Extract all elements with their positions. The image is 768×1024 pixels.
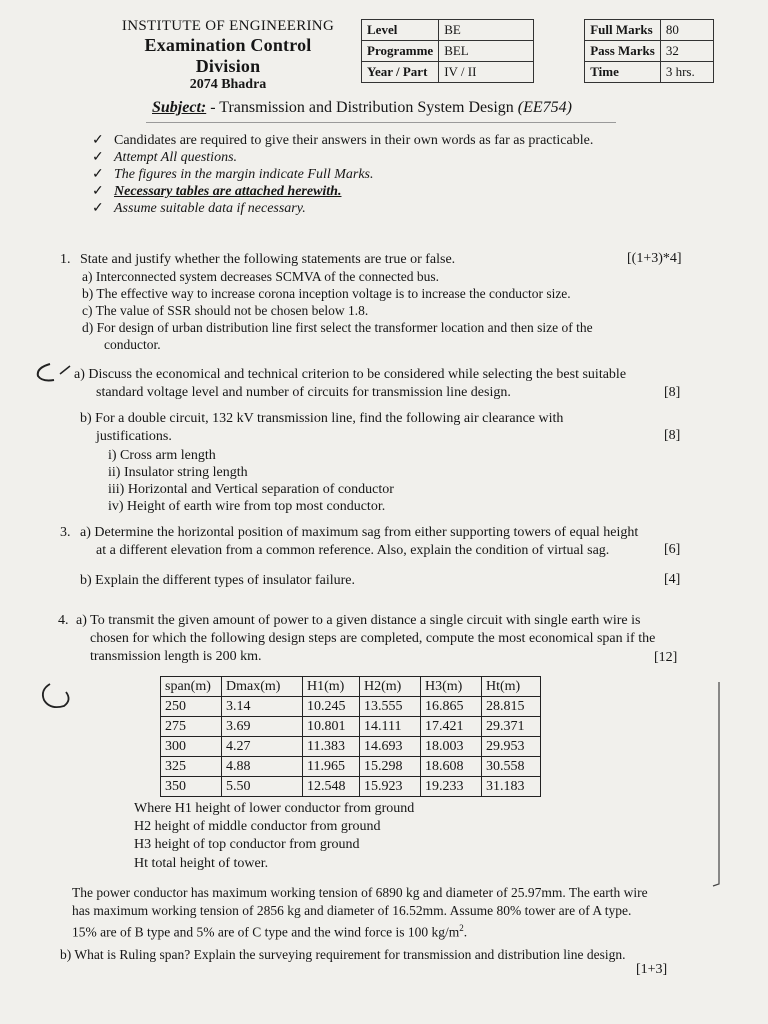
- column-header: H2(m): [360, 677, 421, 697]
- table-cell: 4.27: [222, 737, 303, 757]
- meta-key: Programme: [362, 41, 439, 62]
- paragraph-line: has maximum working tension of 2856 kg and diameter of 16.52mm. Assume 80% tower are of A type.: [72, 903, 632, 918]
- question-stem: State and justify whether the following statements are true or false.: [80, 252, 456, 267]
- meta-value: 3 hrs.: [660, 62, 713, 83]
- question-4a-cont: chosen for which the following design steps are completed, compute the most economical span if the: [90, 631, 656, 646]
- table-row: [161, 757, 541, 777]
- checkmark-icon: ✓: [92, 150, 104, 165]
- statement-c: c) The value of SSR should not be chosen below 1.8.: [82, 303, 369, 318]
- table-cell: 13.555: [360, 697, 421, 717]
- table-cell: 3.14: [222, 697, 303, 717]
- question-3b: b) Explain the different types of insulator failure.: [80, 573, 355, 588]
- instruction-item: ✓ Assume suitable data if necessary.: [92, 201, 306, 216]
- question-marks: [6]: [664, 542, 681, 557]
- table-cell: 29.371: [482, 717, 541, 737]
- table-cell: 12.548: [303, 777, 360, 797]
- meta-value: IV / II: [439, 62, 534, 83]
- meta-row: [362, 62, 714, 83]
- column-header: H1(m): [303, 677, 360, 697]
- institute-name: INSTITUTE OF ENGINEERING: [121, 18, 335, 34]
- table-row: [161, 777, 541, 797]
- table-cell: 19.233: [421, 777, 482, 797]
- table-cell: 11.383: [303, 737, 360, 757]
- table-cell: 17.421: [421, 717, 482, 737]
- question-marks: [8]: [664, 428, 681, 443]
- checkmark-icon: ✓: [92, 133, 104, 148]
- instruction-item: ✓ The figures in the margin indicate Full Marks.: [92, 167, 374, 182]
- question-3a-cont: at a different elevation from a common reference. Also, explain the condition of virtual sag.: [96, 543, 610, 558]
- table-cell: 4.88: [222, 757, 303, 777]
- paragraph-line: 15% are of B type and 5% are of C type and the wind force is 100 $kg/m^2$.: [72, 923, 468, 940]
- question-2b: b) For a double circuit, 132 kV transmission line, find the following air clearance with: [80, 411, 564, 426]
- question-4b: b) What is Ruling span? Explain the surveying requirement for transmission and distribution line design.: [60, 947, 626, 962]
- meta-value: BEL: [439, 41, 534, 62]
- table-row: [161, 737, 541, 757]
- instruction-item: ✓ Candidates are required to give their answers in their own words as far as practicable.: [92, 133, 594, 148]
- question-number: 4.: [58, 613, 69, 628]
- subject-title: - Transmission and Distribution System Design: [206, 99, 518, 116]
- instructions-list: [92, 132, 593, 217]
- meta-value: BE: [439, 20, 534, 41]
- question-marks: [4]: [664, 572, 681, 587]
- paragraph-line: The power conductor has maximum working tension of 6890 kg and diameter of 25.97mm. The earth wire: [72, 885, 648, 900]
- table-cell: 10.245: [303, 697, 360, 717]
- question-4a: a) To transmit the given amount of power to a given distance a single circuit with single earth wire is: [76, 613, 641, 628]
- legend-line: Where H1 height of lower conductor from ground: [134, 801, 415, 816]
- meta-key: Full Marks: [585, 20, 661, 41]
- column-header: Ht(m): [482, 677, 541, 697]
- question-2a: a) Discuss the economical and technical criterion to be considered while selecting the best suitable: [74, 367, 627, 382]
- table-cell: 10.801: [303, 717, 360, 737]
- list-item: i) Cross arm length: [108, 448, 216, 463]
- exam-session: 2074 Bhadra: [189, 76, 267, 92]
- list-item: iii) Horizontal and Vertical separation of conductor: [108, 482, 394, 497]
- table-cell: 31.183: [482, 777, 541, 797]
- division-name: Examination Control Division: [144, 35, 312, 76]
- legend-line: H2 height of middle conductor from ground: [134, 819, 381, 834]
- subject-label: Subject:: [152, 99, 207, 116]
- question-marks: [1+3]: [636, 962, 668, 977]
- table-cell: 325: [161, 757, 222, 777]
- table-cell: 18.003: [421, 737, 482, 757]
- table-cell: 5.50: [222, 777, 303, 797]
- question-number: 3.: [60, 525, 71, 540]
- table-cell: 30.558: [482, 757, 541, 777]
- meta-value: 32: [660, 41, 713, 62]
- table-cell: 275: [161, 717, 222, 737]
- meta-row: [362, 41, 714, 62]
- list-item: iv) Height of earth wire from top most conductor.: [108, 499, 386, 514]
- statement-a: a) Interconnected system decreases SCMVA of the connected bus.: [82, 269, 440, 284]
- legend-line: Ht total height of tower.: [134, 856, 269, 871]
- table-cell: 250: [161, 697, 222, 717]
- checkmark-icon: ✓: [92, 167, 104, 182]
- meta-row: [362, 20, 714, 41]
- question-4a-cont: transmission length is 200 km.: [90, 649, 262, 664]
- meta-key: Level: [362, 20, 439, 41]
- subject-code: (EE754): [517, 99, 572, 116]
- table-cell: 14.111: [360, 717, 421, 737]
- question-2a-cont: standard voltage level and number of circuits for transmission line design.: [96, 385, 511, 400]
- institute-header: [112, 18, 344, 93]
- question-3a: a) Determine the horizontal position of maximum sag from either supporting towers of equal height: [80, 525, 639, 540]
- column-header: span(m): [161, 677, 222, 697]
- statement-d: d) For design of urban distribution line first select the transformer location and then size of the: [82, 320, 593, 335]
- table-cell: 16.865: [421, 697, 482, 717]
- span-data-table: [160, 676, 541, 797]
- handwritten-bracket-icon: [30, 360, 72, 386]
- meta-key: Year / Part: [362, 62, 439, 83]
- table-cell: 28.815: [482, 697, 541, 717]
- list-item: ii) Insulator string length: [108, 465, 248, 480]
- instruction-item: ✓ Necessary tables are attached herewith.: [92, 184, 342, 199]
- table-cell: 18.608: [421, 757, 482, 777]
- column-header: Dmax(m): [222, 677, 303, 697]
- table-cell: 29.953: [482, 737, 541, 757]
- meta-key: Pass Marks: [585, 41, 661, 62]
- table-row: [161, 697, 541, 717]
- question-marks: [(1+3)*4]: [627, 251, 682, 266]
- table-cell: 15.923: [360, 777, 421, 797]
- checkmark-icon: ✓: [92, 184, 104, 199]
- table-row: [161, 717, 541, 737]
- statement-b: b) The effective way to increase corona inception voltage is to increase the conductor size.: [82, 286, 571, 301]
- table-cell: 350: [161, 777, 222, 797]
- question-number: 1.: [60, 252, 71, 267]
- exam-meta-table: [361, 19, 714, 83]
- table-cell: 3.69: [222, 717, 303, 737]
- table-cell: 14.693: [360, 737, 421, 757]
- table-cell: 11.965: [303, 757, 360, 777]
- table-header-row: [161, 677, 541, 697]
- question-2b-cont: justifications.: [96, 429, 172, 444]
- question-marks: [8]: [664, 385, 681, 400]
- divider: [146, 122, 616, 123]
- handwritten-circle-icon: [36, 680, 76, 714]
- subject-line: [152, 99, 572, 117]
- table-cell: 15.298: [360, 757, 421, 777]
- column-header: H3(m): [421, 677, 482, 697]
- legend-line: H3 height of top conductor from ground: [134, 837, 360, 852]
- question-marks: [12]: [654, 650, 678, 665]
- instruction-item: ✓ Attempt All questions.: [92, 150, 238, 165]
- meta-key: Time: [585, 62, 661, 83]
- meta-value: 80: [660, 20, 713, 41]
- table-cell: 300: [161, 737, 222, 757]
- margin-line-icon: [712, 680, 726, 890]
- statement-d-cont: conductor.: [104, 337, 161, 352]
- checkmark-icon: ✓: [92, 201, 104, 216]
